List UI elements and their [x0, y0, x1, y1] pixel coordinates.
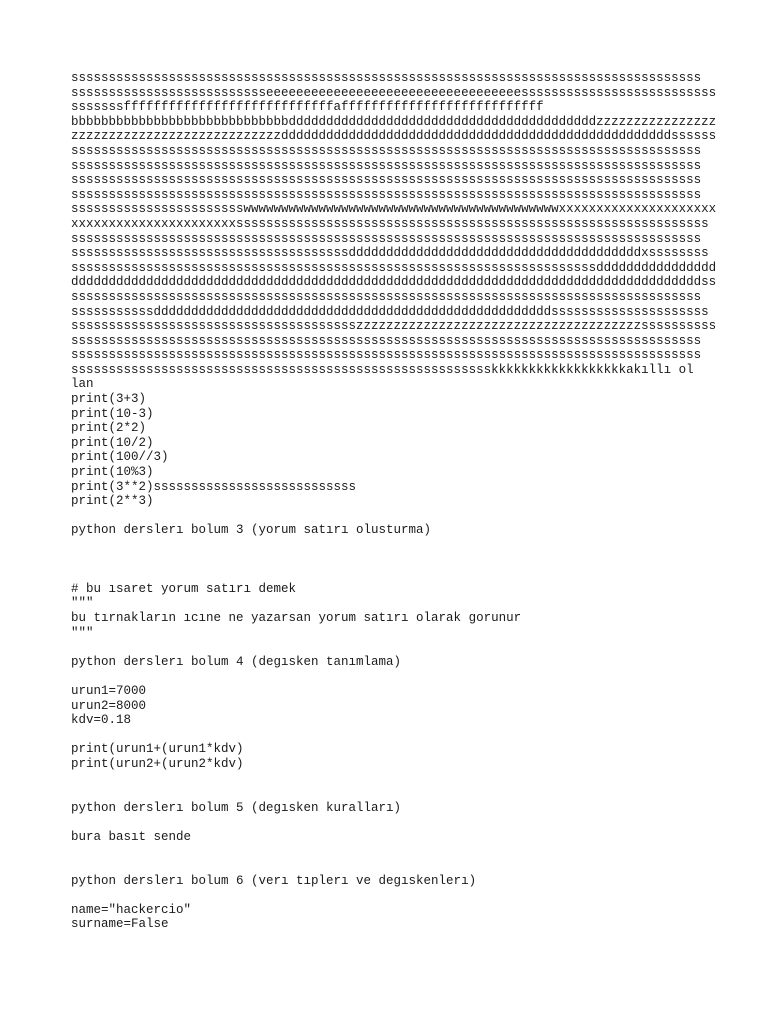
text-line: print(urun1+(urun1*kdv) [71, 742, 244, 757]
text-line: python derslerı bolum 4 (degısken tanımlama) [71, 654, 402, 669]
text-line: """ [71, 596, 94, 611]
text-line: lan [71, 377, 94, 392]
text-line: zzzzzzzzzzzzzzzzzzzzzzzzzzzzddddddddddddddddddddddddddddddddddddddddddddddddddddssssss [71, 129, 717, 144]
blank-line [71, 640, 701, 655]
text-line: sssssssssssdddddddddddddddddddddddddddddddddddddddddddddddddddddsssssssssssssssssssss [71, 304, 709, 319]
text-line: print(100//3) [71, 450, 169, 465]
text-line: sssssssssssssssssssssssssssssssssssssszzzzzzzzzzzzzzzzzzzzzzzzzzzzzzzzzzzzzzssssssssss [71, 319, 717, 334]
text-line: # bu ısaret yorum satırı demek [71, 581, 297, 596]
blank-line [71, 888, 701, 903]
blank-line [71, 553, 701, 568]
blank-line [71, 859, 701, 874]
text-line: ssssssssssssssssssssssssssssssssssssssssssssssssssssssssssssssssssssssssssssssssssss [71, 173, 702, 188]
text-line: urun1=7000 [71, 683, 147, 698]
text-line: print(3**2)sssssssssssssssssssssssssss [71, 479, 357, 494]
text-line: ddddddddddddddddddddddddddddddddddddddddddddddddddddddddddddddddddddddddddddddddddddss [71, 275, 717, 290]
text-line: print(10%3) [71, 465, 154, 480]
text-line: ssssssssssssssssssssssssssssssssssssssssssssssssssssssssssssssssssssssssssssssssssss [71, 348, 702, 363]
text-line: print(urun2+(urun2*kdv) [71, 756, 244, 771]
document-text-body [71, 71, 717, 932]
text-line: sssssssssssssssssssssssssseeeeeeeeeeeeeeeeeeeeeeeeeeeeeeeeeessssssssssssssssssssssssss [71, 85, 717, 100]
blank-line [71, 844, 701, 859]
blank-line [71, 509, 701, 524]
text-line: print(2*2) [71, 421, 147, 436]
text-line: ssssssssssssssssssssssssssssssssssssssssssssssssssssssssssssssssssssssssssssssssssss [71, 187, 702, 202]
text-line: ssssssssssssssssssssssssssssssssssssssssssssssssssssssssssssssssssssssssssssssssssss [71, 231, 702, 246]
blank-line [71, 772, 701, 787]
text-line: ssssssssssssssssssssssssssssssssssssssssssssssssssssssssssssssssssssssssssssssssssss [71, 143, 702, 158]
text-line: bura basıt sende [71, 829, 192, 844]
text-line: ssssssssssssssssssssssswwwwwwwwwwwwwwwwwwwwwwwwwwwwwwwwwwwwwwwwwwxxxxxxxxxxxxxxxxxxxxx [71, 202, 717, 217]
text-line: print(10-3) [71, 406, 154, 421]
blank-line [71, 567, 701, 582]
text-line: kdv=0.18 [71, 713, 132, 728]
text-line: bu tırnakların ıcıne ne yazarsan yorum satırı olarak gorunur [71, 610, 522, 625]
text-line: ssssssssssssssssssssssssssssssssssssssssssssssssssssssssssssssssssssssssssssssssssss [71, 71, 702, 85]
blank-line [71, 786, 701, 801]
text-line: name="hackercio" [71, 902, 192, 917]
text-line: ssssssssssssssssssssssssssssssssssssssssssssssssssssssssssssssssssssssssssssssssssss [71, 289, 702, 304]
blank-line [71, 669, 701, 684]
blank-line [71, 538, 701, 553]
blank-line [71, 815, 701, 830]
text-line: sssssssffffffffffffffffffffffffffffafffffffffffffffffffffffffff [71, 100, 544, 115]
blank-line [71, 728, 701, 743]
text-line: urun2=8000 [71, 698, 147, 713]
text-line: surname=False [71, 917, 169, 932]
text-line: python derslerı bolum 6 (verı tıplerı ve degıskenlerı) [71, 873, 477, 888]
text-line: print(2**3) [71, 494, 154, 509]
text-line: ssssssssssssssssssssssssssssssssssssssssssssssssssssssssssssssssssssssssssssssssssss [71, 158, 702, 173]
text-line: ssssssssssssssssssssssssssssssssssssssssssssssssssssssssssssssssssssssssssssssssssss [71, 333, 702, 348]
text-line: python derslerı bolum 3 (yorum satırı olusturma) [71, 523, 432, 538]
text-line: python derslerı bolum 5 (degısken kuralları) [71, 800, 402, 815]
text-line: ssssssssssssssssssssssssssssssssssssssssssssssssssssssssssssssssssssssdddddddddddddddd [71, 260, 717, 275]
text-line: sssssssssssssssssssssssssssssssssssssdddddddddddddddddddddddddddddddddddddddxssssssss [71, 246, 709, 261]
text-line: print(3+3) [71, 392, 147, 407]
text-line: bbbbbbbbbbbbbbbbbbbbbbbbbbbbbdddddddddddddddddddddddddddddddddddddddddzzzzzzzzzzzzzzzz [71, 114, 717, 129]
text-line: xxxxxxxxxxxxxxxxxxxxxxsssssssssssssssssssssssssssssssssssssssssssssssssssssssssssssss [71, 216, 709, 231]
text-line: """ [71, 625, 94, 640]
text-line: sssssssssssssssssssssssssssssssssssssssssssssssssssssssskkkkkkkkkkkkkkkkkkakıllı ol [71, 362, 694, 377]
text-line: print(10/2) [71, 435, 154, 450]
